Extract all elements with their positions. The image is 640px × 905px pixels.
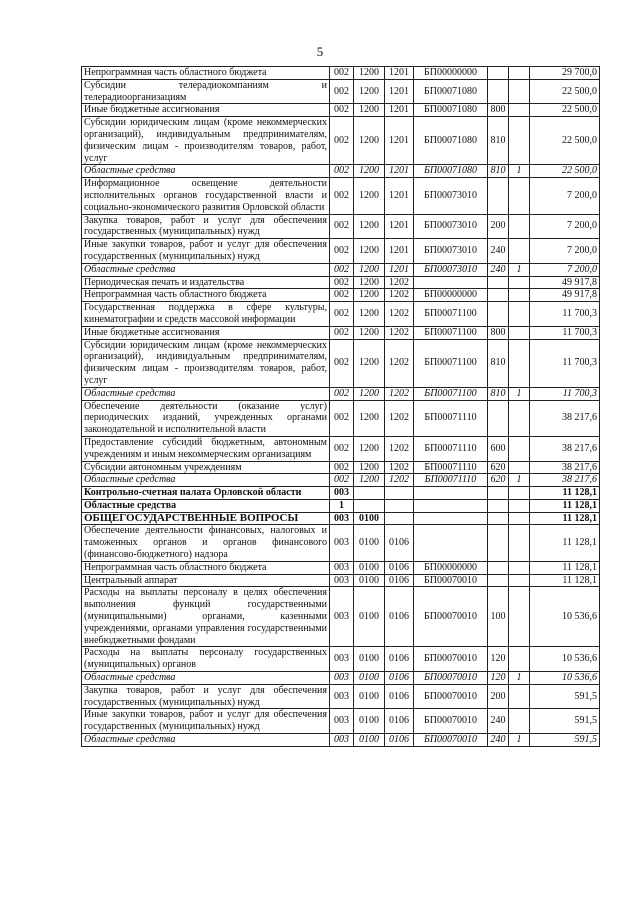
section-code-cell: 0100 <box>354 587 385 647</box>
target-article-cell: БП00071080 <box>414 165 488 178</box>
table-row <box>82 672 600 685</box>
expense-type-cell <box>488 499 509 512</box>
subsection-code-cell: 0106 <box>385 672 414 685</box>
funding-source-cell <box>509 79 530 104</box>
amount-cell: 11 128,1 <box>530 561 600 574</box>
admin-code-cell: 002 <box>330 436 354 461</box>
funding-source-cell <box>509 214 530 239</box>
amount-cell: 49 917,8 <box>530 276 600 289</box>
table-row <box>82 302 600 327</box>
row-name-cell: Субсидии автономным учреждениям <box>82 461 330 474</box>
amount-cell: 11 128,1 <box>530 525 600 561</box>
expense-type-cell <box>488 178 509 214</box>
table-row <box>82 461 600 474</box>
expense-type-cell: 200 <box>488 214 509 239</box>
expense-type-cell: 800 <box>488 104 509 117</box>
table-row <box>82 239 600 264</box>
expense-type-cell <box>488 289 509 302</box>
amount-cell: 7 200,0 <box>530 239 600 264</box>
expense-type-cell: 240 <box>488 263 509 276</box>
section-code-cell: 1200 <box>354 436 385 461</box>
target-article-cell: БП00073010 <box>414 263 488 276</box>
admin-code-cell: 002 <box>330 79 354 104</box>
admin-code-cell: 003 <box>330 647 354 672</box>
section-code-cell: 0100 <box>354 561 385 574</box>
row-name-cell: Субсидии телерадиокомпаниям и телерадиоорганизациям <box>82 79 330 104</box>
row-name-cell: Областные средства <box>82 387 330 400</box>
funding-source-cell <box>509 525 530 561</box>
funding-source-cell: 1 <box>509 387 530 400</box>
funding-source-cell: 1 <box>509 734 530 747</box>
amount-cell: 22 500,0 <box>530 117 600 165</box>
expense-type-cell: 620 <box>488 474 509 487</box>
target-article-cell: БП00000000 <box>414 289 488 302</box>
table-row <box>82 263 600 276</box>
table-row <box>82 436 600 461</box>
amount-cell: 11 700,3 <box>530 326 600 339</box>
admin-code-cell: 002 <box>330 117 354 165</box>
amount-cell: 10 536,6 <box>530 672 600 685</box>
table-row <box>82 165 600 178</box>
table-row <box>82 525 600 561</box>
expense-type-cell: 120 <box>488 672 509 685</box>
target-article-cell: БП00071100 <box>414 387 488 400</box>
row-name-cell: ОБЩЕГОСУДАРСТВЕННЫЕ ВОПРОСЫ <box>82 512 330 525</box>
subsection-code-cell: 1202 <box>385 276 414 289</box>
table-row <box>82 474 600 487</box>
table-row <box>82 326 600 339</box>
admin-code-cell: 003 <box>330 709 354 734</box>
amount-cell: 11 700,3 <box>530 387 600 400</box>
subsection-code-cell: 0106 <box>385 709 414 734</box>
target-article-cell <box>414 276 488 289</box>
row-name-cell: Субсидии юридическим лицам (кроме некоммерческих организаций), индивидуальным предпринимателям, физическим лицам - производителям товаров, работ, услуг <box>82 339 330 387</box>
row-name-cell: Субсидии юридическим лицам (кроме некоммерческих организаций), индивидуальным предпринимателям, физическим лицам - производителям товаров, работ, услуг <box>82 117 330 165</box>
row-name-cell: Областные средства <box>82 734 330 747</box>
target-article-cell <box>414 487 488 500</box>
target-article-cell: БП00070010 <box>414 734 488 747</box>
target-article-cell: БП00073010 <box>414 239 488 264</box>
admin-code-cell: 002 <box>330 276 354 289</box>
section-code-cell: 0100 <box>354 525 385 561</box>
expense-type-cell <box>488 67 509 80</box>
funding-source-cell <box>509 276 530 289</box>
row-name-cell: Областные средства <box>82 165 330 178</box>
funding-source-cell <box>509 239 530 264</box>
section-code-cell: 0100 <box>354 672 385 685</box>
section-code-cell <box>354 487 385 500</box>
subsection-code-cell: 1201 <box>385 104 414 117</box>
row-name-cell: Иные бюджетные ассигнования <box>82 326 330 339</box>
funding-source-cell <box>509 587 530 647</box>
expense-type-cell: 810 <box>488 165 509 178</box>
funding-source-cell <box>509 512 530 525</box>
section-code-cell: 1200 <box>354 339 385 387</box>
table-row <box>82 587 600 647</box>
table-row <box>82 104 600 117</box>
target-article-cell <box>414 512 488 525</box>
amount-cell: 591,5 <box>530 684 600 709</box>
section-code-cell: 1200 <box>354 239 385 264</box>
amount-cell: 22 500,0 <box>530 79 600 104</box>
admin-code-cell: 002 <box>330 239 354 264</box>
amount-cell: 22 500,0 <box>530 165 600 178</box>
table-row <box>82 67 600 80</box>
amount-cell: 29 700,0 <box>530 67 600 80</box>
funding-source-cell <box>509 647 530 672</box>
admin-code-cell: 002 <box>330 289 354 302</box>
expense-type-cell: 240 <box>488 239 509 264</box>
target-article-cell: БП00070010 <box>414 647 488 672</box>
section-code-cell: 1200 <box>354 387 385 400</box>
section-code-cell: 1200 <box>354 276 385 289</box>
target-article-cell: БП00073010 <box>414 214 488 239</box>
subsection-code-cell <box>385 487 414 500</box>
target-article-cell: БП00071110 <box>414 461 488 474</box>
section-code-cell: 1200 <box>354 178 385 214</box>
funding-source-cell: 1 <box>509 474 530 487</box>
row-name-cell: Центральный аппарат <box>82 574 330 587</box>
target-article-cell: БП00073010 <box>414 178 488 214</box>
section-code-cell: 1200 <box>354 302 385 327</box>
row-name-cell: Расходы на выплаты персоналу государственных (муниципальных) органов <box>82 647 330 672</box>
table-row <box>82 709 600 734</box>
admin-code-cell: 002 <box>330 302 354 327</box>
subsection-code-cell: 0106 <box>385 684 414 709</box>
subsection-code-cell <box>385 512 414 525</box>
funding-source-cell: 1 <box>509 263 530 276</box>
amount-cell: 7 200,0 <box>530 214 600 239</box>
amount-cell: 38 217,6 <box>530 436 600 461</box>
row-name-cell: Непрограммная часть областного бюджета <box>82 67 330 80</box>
amount-cell: 11 128,1 <box>530 499 600 512</box>
expense-type-cell: 240 <box>488 709 509 734</box>
subsection-code-cell: 1202 <box>385 461 414 474</box>
section-code-cell: 1200 <box>354 461 385 474</box>
target-article-cell <box>414 525 488 561</box>
table-row <box>82 561 600 574</box>
funding-source-cell <box>509 117 530 165</box>
target-article-cell: БП00070010 <box>414 587 488 647</box>
funding-source-cell <box>509 339 530 387</box>
subsection-code-cell: 1201 <box>385 79 414 104</box>
subsection-code-cell: 1201 <box>385 165 414 178</box>
target-article-cell: БП00070010 <box>414 684 488 709</box>
expense-type-cell <box>488 302 509 327</box>
table-row <box>82 276 600 289</box>
amount-cell: 38 217,6 <box>530 474 600 487</box>
section-code-cell: 1200 <box>354 289 385 302</box>
row-name-cell: Контрольно-счетная палата Орловской области <box>82 487 330 500</box>
section-code-cell: 0100 <box>354 709 385 734</box>
expense-type-cell: 810 <box>488 117 509 165</box>
target-article-cell: БП00071080 <box>414 104 488 117</box>
admin-code-cell: 003 <box>330 512 354 525</box>
target-article-cell: БП00071110 <box>414 400 488 436</box>
expense-type-cell: 240 <box>488 734 509 747</box>
budget-table-body <box>82 67 600 747</box>
admin-code-cell: 002 <box>330 400 354 436</box>
row-name-cell: Информационное освещение деятельности исполнительных органов государственной власти и социально-экономического развития Орловской области <box>82 178 330 214</box>
funding-source-cell <box>509 104 530 117</box>
section-code-cell: 0100 <box>354 512 385 525</box>
funding-source-cell <box>509 302 530 327</box>
table-row <box>82 647 600 672</box>
row-name-cell: Обеспечение деятельности (оказание услуг) периодических изданий, учрежденных органами законодательной и исполнительной власти <box>82 400 330 436</box>
funding-source-cell: 1 <box>509 165 530 178</box>
subsection-code-cell: 1201 <box>385 263 414 276</box>
funding-source-cell: 1 <box>509 672 530 685</box>
target-article-cell: БП00071100 <box>414 326 488 339</box>
row-name-cell: Расходы на выплаты персоналу в целях обеспечения выполнения функций государственными (муниципальными) органами, казенными учреждениями, органами управления государственными внебюджетными фондами <box>82 587 330 647</box>
funding-source-cell <box>509 289 530 302</box>
section-code-cell: 0100 <box>354 574 385 587</box>
target-article-cell: БП00000000 <box>414 561 488 574</box>
subsection-code-cell: 1201 <box>385 239 414 264</box>
expense-type-cell <box>488 276 509 289</box>
expense-type-cell <box>488 487 509 500</box>
section-code-cell: 1200 <box>354 263 385 276</box>
target-article-cell: БП00000000 <box>414 67 488 80</box>
subsection-code-cell: 0106 <box>385 587 414 647</box>
subsection-code-cell: 1201 <box>385 178 414 214</box>
amount-cell: 38 217,6 <box>530 400 600 436</box>
funding-source-cell <box>509 436 530 461</box>
subsection-code-cell: 1202 <box>385 436 414 461</box>
amount-cell: 591,5 <box>530 734 600 747</box>
row-name-cell: Закупка товаров, работ и услуг для обеспечения государственных (муниципальных) нужд <box>82 684 330 709</box>
expense-type-cell: 120 <box>488 647 509 672</box>
admin-code-cell: 002 <box>330 178 354 214</box>
amount-cell: 11 700,3 <box>530 302 600 327</box>
section-code-cell: 1200 <box>354 117 385 165</box>
funding-source-cell <box>509 67 530 80</box>
funding-source-cell <box>509 574 530 587</box>
table-row <box>82 178 600 214</box>
section-code-cell: 1200 <box>354 400 385 436</box>
subsection-code-cell: 0106 <box>385 574 414 587</box>
table-row <box>82 79 600 104</box>
subsection-code-cell: 1202 <box>385 302 414 327</box>
subsection-code-cell: 1202 <box>385 387 414 400</box>
admin-code-cell: 002 <box>330 461 354 474</box>
admin-code-cell: 002 <box>330 474 354 487</box>
target-article-cell: БП00070010 <box>414 574 488 587</box>
target-article-cell: БП00071100 <box>414 302 488 327</box>
funding-source-cell <box>509 499 530 512</box>
subsection-code-cell: 1202 <box>385 400 414 436</box>
section-code-cell: 1200 <box>354 79 385 104</box>
expense-type-cell: 100 <box>488 587 509 647</box>
table-row <box>82 117 600 165</box>
expense-type-cell: 620 <box>488 461 509 474</box>
expense-type-cell: 810 <box>488 339 509 387</box>
table-row <box>82 512 600 525</box>
table-row <box>82 487 600 500</box>
admin-code-cell: 003 <box>330 525 354 561</box>
admin-code-cell: 003 <box>330 574 354 587</box>
subsection-code-cell: 1202 <box>385 289 414 302</box>
row-name-cell: Областные средства <box>82 474 330 487</box>
admin-code-cell: 002 <box>330 326 354 339</box>
amount-cell: 591,5 <box>530 709 600 734</box>
expense-type-cell: 200 <box>488 684 509 709</box>
table-row <box>82 289 600 302</box>
table-row <box>82 499 600 512</box>
row-name-cell: Обеспечение деятельности финансовых, налоговых и таможенных органов и органов финансового (финансово-бюджетного) надзора <box>82 525 330 561</box>
section-code-cell: 1200 <box>354 67 385 80</box>
subsection-code-cell: 0106 <box>385 525 414 561</box>
expense-type-cell: 600 <box>488 436 509 461</box>
subsection-code-cell: 1201 <box>385 67 414 80</box>
expense-type-cell: 800 <box>488 326 509 339</box>
target-article-cell: БП00070010 <box>414 709 488 734</box>
row-name-cell: Иные закупки товаров, работ и услуг для обеспечения государственных (муниципальных) нужд <box>82 239 330 264</box>
expense-type-cell: 810 <box>488 387 509 400</box>
page-number: 5 <box>316 44 324 59</box>
funding-source-cell <box>509 487 530 500</box>
section-code-cell: 1200 <box>354 214 385 239</box>
section-code-cell: 0100 <box>354 684 385 709</box>
funding-source-cell <box>509 461 530 474</box>
subsection-code-cell: 1202 <box>385 339 414 387</box>
section-code-cell <box>354 499 385 512</box>
admin-code-cell: 002 <box>330 67 354 80</box>
target-article-cell <box>414 499 488 512</box>
table-row <box>82 684 600 709</box>
amount-cell: 11 128,1 <box>530 512 600 525</box>
funding-source-cell <box>509 178 530 214</box>
expense-type-cell <box>488 400 509 436</box>
subsection-code-cell <box>385 499 414 512</box>
table-row <box>82 339 600 387</box>
expense-type-cell <box>488 79 509 104</box>
funding-source-cell <box>509 684 530 709</box>
amount-cell: 7 200,0 <box>530 178 600 214</box>
expense-type-cell <box>488 512 509 525</box>
row-name-cell: Государственная поддержка в сфере культуры, кинематографии и средств массовой информации <box>82 302 330 327</box>
funding-source-cell <box>509 326 530 339</box>
amount-cell: 22 500,0 <box>530 104 600 117</box>
admin-code-cell: 002 <box>330 339 354 387</box>
admin-code-cell: 003 <box>330 734 354 747</box>
row-name-cell: Непрограммная часть областного бюджета <box>82 561 330 574</box>
funding-source-cell <box>509 400 530 436</box>
admin-code-cell: 002 <box>330 387 354 400</box>
admin-code-cell: 003 <box>330 672 354 685</box>
expense-type-cell <box>488 525 509 561</box>
target-article-cell: БП00070010 <box>414 672 488 685</box>
table-row <box>82 734 600 747</box>
table-row <box>82 387 600 400</box>
target-article-cell: БП00071110 <box>414 474 488 487</box>
admin-code-cell: 003 <box>330 561 354 574</box>
funding-source-cell <box>509 561 530 574</box>
table-row <box>82 574 600 587</box>
expense-type-cell <box>488 574 509 587</box>
subsection-code-cell: 0106 <box>385 647 414 672</box>
amount-cell: 11 128,1 <box>530 487 600 500</box>
subsection-code-cell: 0106 <box>385 734 414 747</box>
row-name-cell: Областные средства <box>82 499 330 512</box>
section-code-cell: 1200 <box>354 165 385 178</box>
target-article-cell: БП00071080 <box>414 117 488 165</box>
admin-code-cell: 003 <box>330 587 354 647</box>
table-row <box>82 214 600 239</box>
target-article-cell: БП00071110 <box>414 436 488 461</box>
amount-cell: 7 200,0 <box>530 263 600 276</box>
amount-cell: 49 917,8 <box>530 289 600 302</box>
expense-type-cell <box>488 561 509 574</box>
row-name-cell: Закупка товаров, работ и услуг для обеспечения государственных (муниципальных) нужд <box>82 214 330 239</box>
subsection-code-cell: 1202 <box>385 326 414 339</box>
section-code-cell: 0100 <box>354 734 385 747</box>
admin-code-cell: 002 <box>330 165 354 178</box>
admin-code-cell: 003 <box>330 487 354 500</box>
budget-table <box>81 66 600 747</box>
section-code-cell: 1200 <box>354 326 385 339</box>
amount-cell: 10 536,6 <box>530 587 600 647</box>
amount-cell: 38 217,6 <box>530 461 600 474</box>
amount-cell: 10 536,6 <box>530 647 600 672</box>
subsection-code-cell: 1201 <box>385 214 414 239</box>
target-article-cell: БП00071100 <box>414 339 488 387</box>
amount-cell: 11 700,3 <box>530 339 600 387</box>
section-code-cell: 1200 <box>354 474 385 487</box>
table-row <box>82 400 600 436</box>
admin-code-cell: 002 <box>330 263 354 276</box>
row-name-cell: Периодическая печать и издательства <box>82 276 330 289</box>
row-name-cell: Областные средства <box>82 672 330 685</box>
admin-code-cell: 1 <box>330 499 354 512</box>
row-name-cell: Иные бюджетные ассигнования <box>82 104 330 117</box>
section-code-cell: 0100 <box>354 647 385 672</box>
admin-code-cell: 002 <box>330 104 354 117</box>
target-article-cell: БП00071080 <box>414 79 488 104</box>
funding-source-cell <box>509 709 530 734</box>
amount-cell: 11 128,1 <box>530 574 600 587</box>
subsection-code-cell: 1202 <box>385 474 414 487</box>
section-code-cell: 1200 <box>354 104 385 117</box>
subsection-code-cell: 1201 <box>385 117 414 165</box>
subsection-code-cell: 0106 <box>385 561 414 574</box>
admin-code-cell: 003 <box>330 684 354 709</box>
row-name-cell: Иные закупки товаров, работ и услуг для обеспечения государственных (муниципальных) нужд <box>82 709 330 734</box>
row-name-cell: Предоставление субсидий бюджетным, автономным учреждениям и иным некоммерческим организациям <box>82 436 330 461</box>
row-name-cell: Непрограммная часть областного бюджета <box>82 289 330 302</box>
row-name-cell: Областные средства <box>82 263 330 276</box>
admin-code-cell: 002 <box>330 214 354 239</box>
